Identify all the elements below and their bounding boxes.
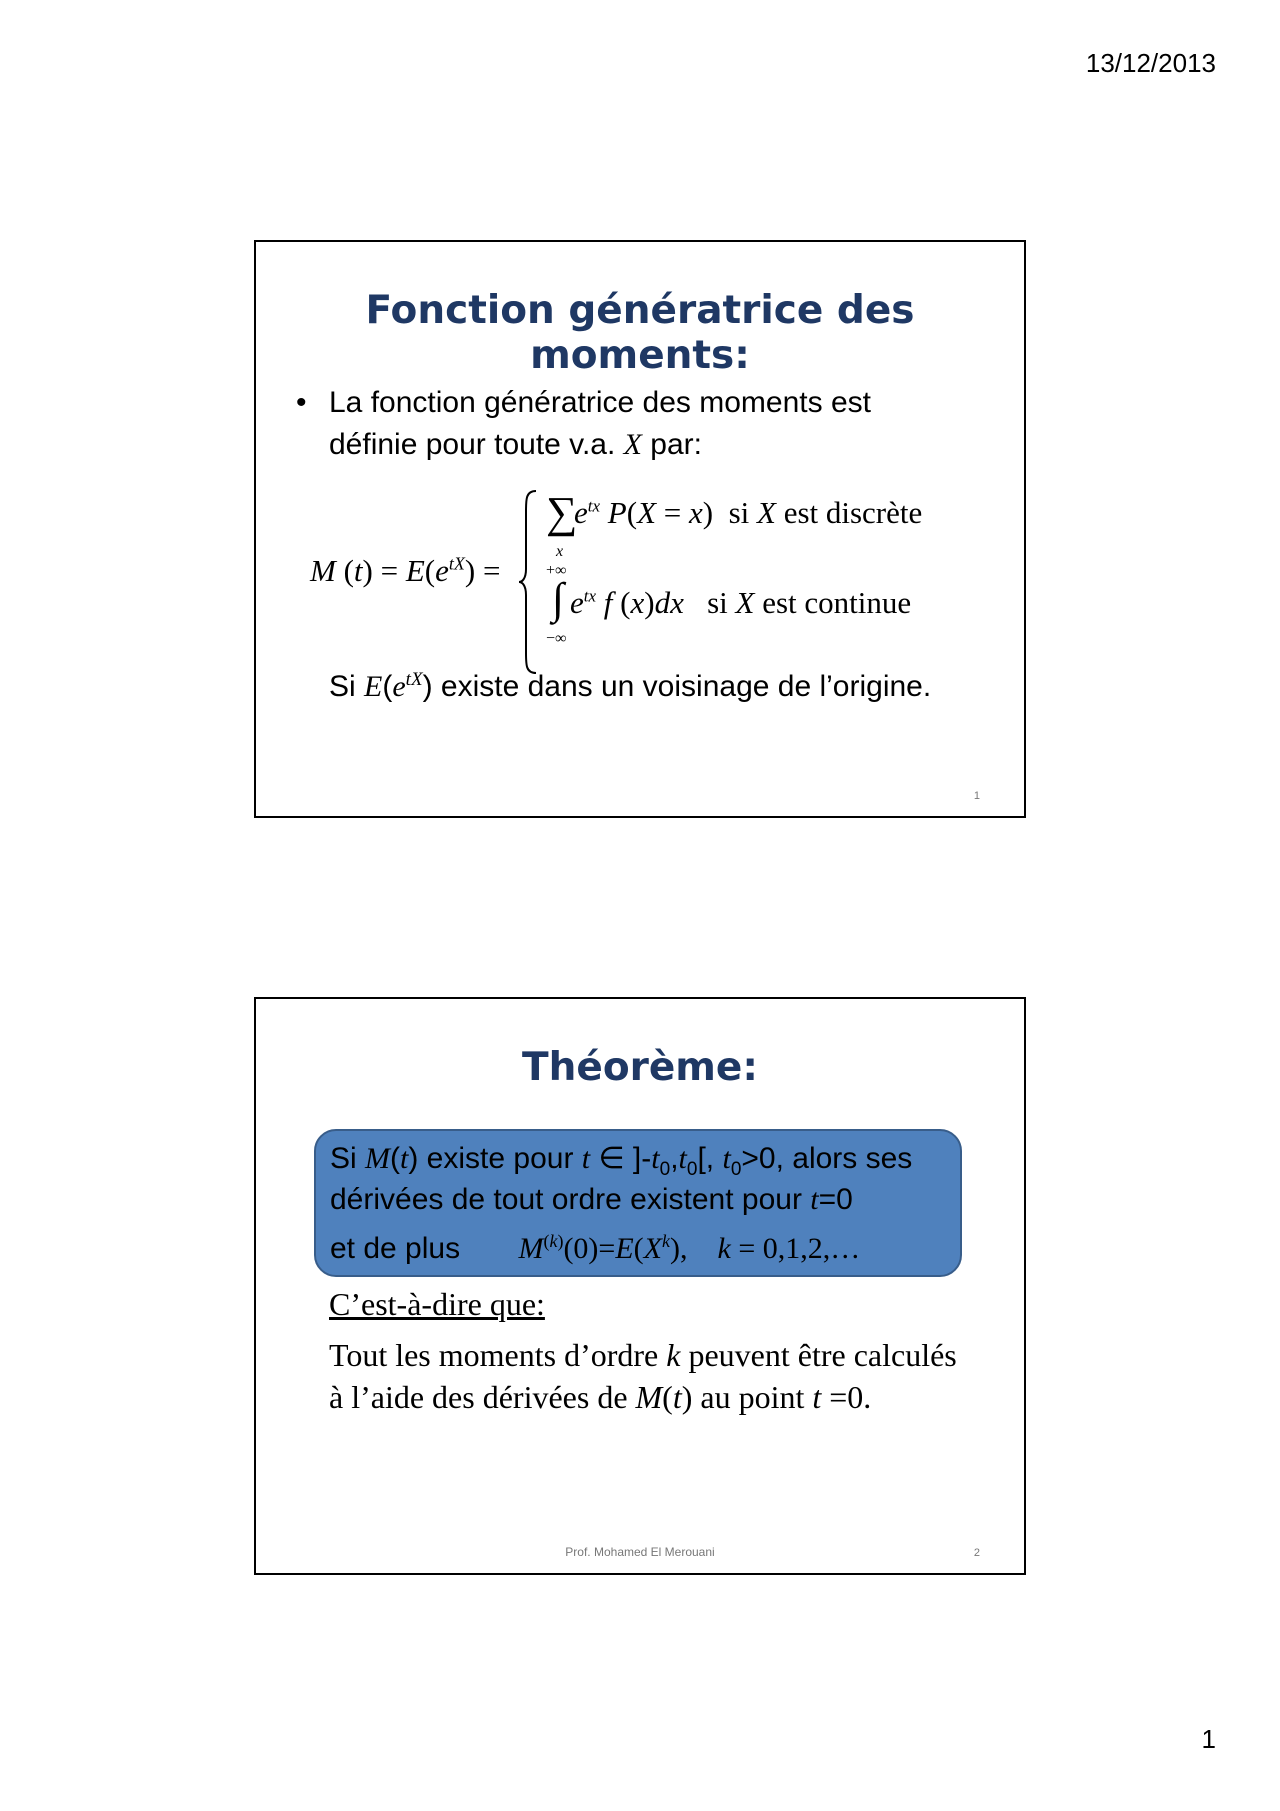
integral-sign-icon: ∫ xyxy=(552,574,565,623)
slide-1 xyxy=(254,240,1026,818)
left-brace-icon xyxy=(518,487,540,677)
slide-title: Théorème: xyxy=(522,1045,758,1090)
slide-number: 1 xyxy=(973,790,980,802)
sum-sign-icon: ∑ xyxy=(546,488,578,537)
existence-note: Si $E(e^{tX})$ existe dans un voisinage de l’origine. xyxy=(329,669,932,703)
that-is-heading: C’est-à-dire que: xyxy=(329,1286,545,1322)
slide-title: Fonction génératrice des moments: xyxy=(365,288,915,378)
case-continuous: $e^{tx}$ f (x)dx si X est continue xyxy=(570,585,912,620)
theorem-box xyxy=(314,1129,962,1277)
bullet-dot-icon: • xyxy=(296,386,307,419)
formula-lhs: M $(t) = E(e^{tX})$ = xyxy=(310,553,501,588)
theorem-line-1: Si M(t) existe pour t ∈ ]$-t_0,t_0$[, $t_0>0$, alors ses xyxy=(330,1142,913,1180)
integral-lower-bound: −∞ xyxy=(546,630,567,647)
mgf-formula xyxy=(256,487,1028,677)
theorem-line-2: dérivées de tout ordre existent pour t=0 xyxy=(330,1183,853,1216)
page-date: 13/12/2013 xyxy=(1085,48,1216,78)
slide-2 xyxy=(254,997,1026,1575)
bullet-text: La fonction génératrice des moments est définie pour toute v.a. X par: xyxy=(329,386,871,461)
case-discrete: $e^{tx}$ P(X = x) si X est discrète xyxy=(574,495,923,530)
theorem-explanation: Tout les moments d’ordre k peuvent être calculés à l’aide des dérivées de M(t) au point t =0. xyxy=(329,1337,957,1415)
slide-number: 2 xyxy=(973,1547,980,1559)
theorem-line-3: et de plus $M^{(k)}(0)=E(X^k)$, k = 0,1,2,… xyxy=(330,1231,861,1265)
page-number: 1 xyxy=(1201,1724,1216,1754)
sum-index: x xyxy=(556,543,564,560)
integral-upper-bound: +∞ xyxy=(546,562,567,579)
slide-footer-author: Prof. Mohamed El Merouani xyxy=(565,1545,715,1559)
